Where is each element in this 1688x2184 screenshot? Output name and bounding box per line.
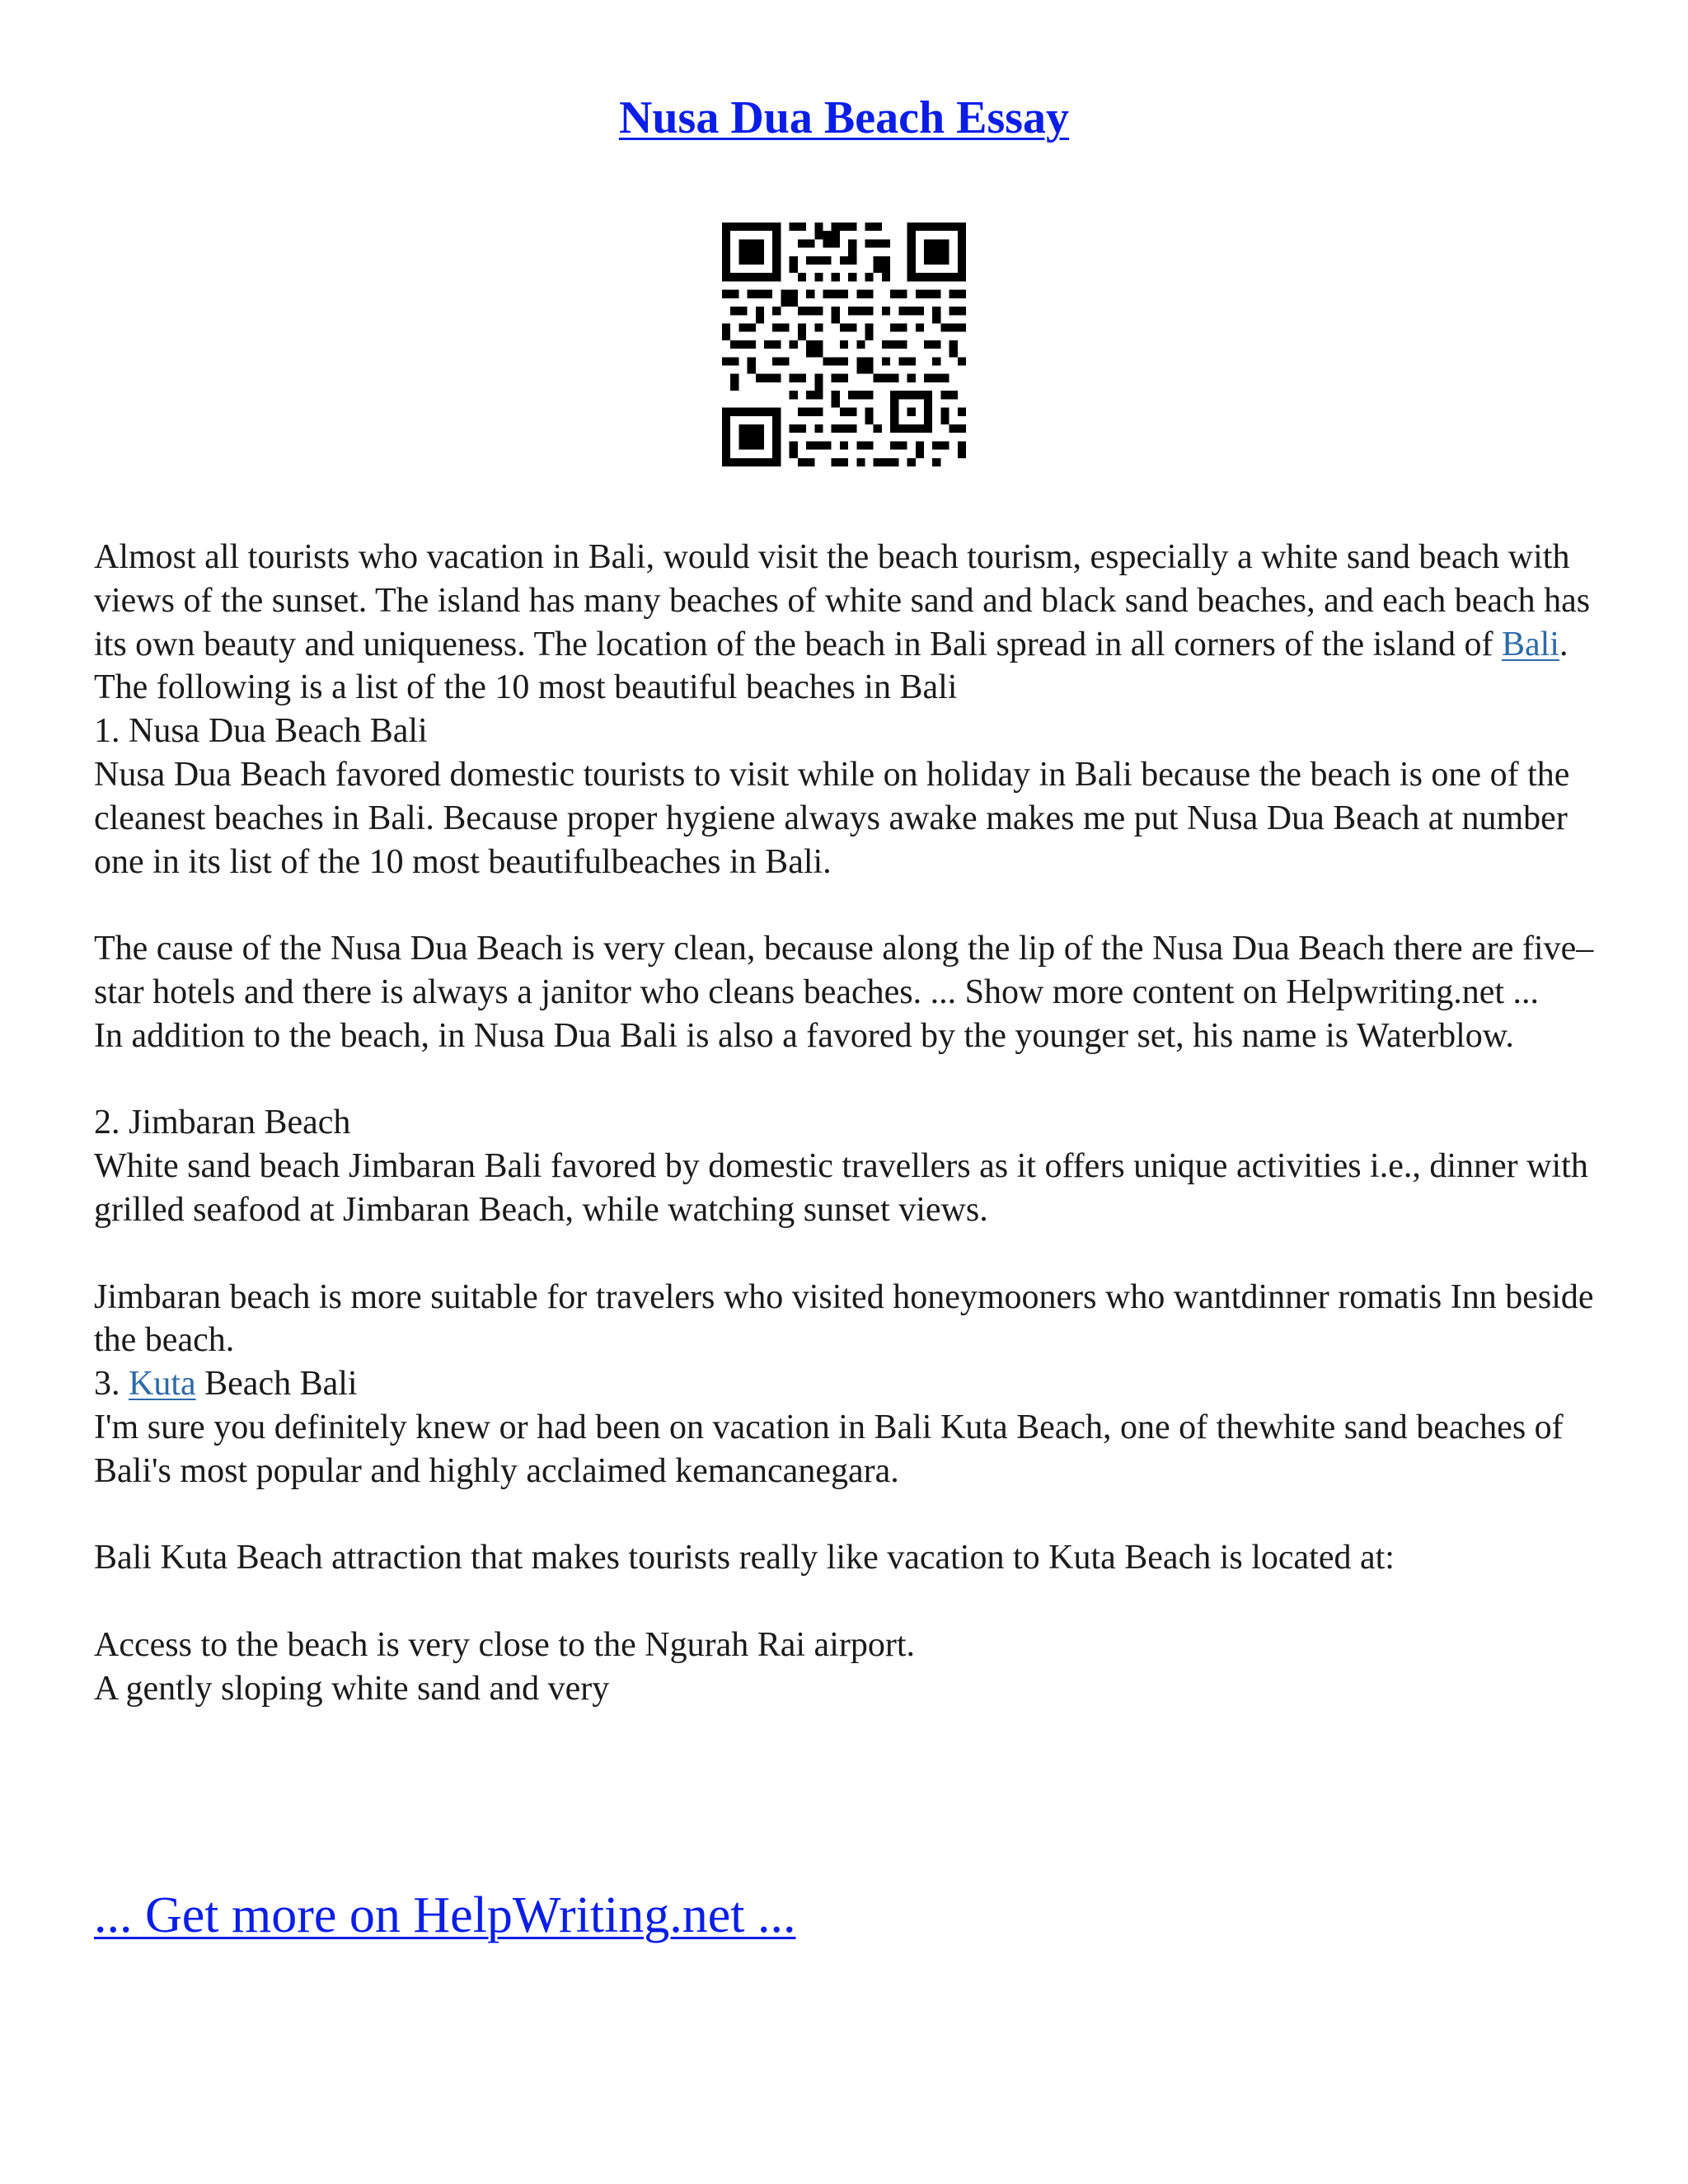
item2-paragraph-1: White sand beach Jimbaran Bali favored by domestic travellers as it offers unique activities i.e., dinner with grilled seafood at Jimbaran Beach, while watching sunset views.: [94, 1147, 1588, 1229]
qr-code-icon: [722, 223, 966, 466]
intro-text: Almost all tourists who vacation in Bali, would visit the beach tourism, especially a white sand beach with views of the sunset. The island has many beaches of white sand and black sand beaches, and each beach has its own beauty and uniqueness. The location of the beach in Bali spread in all corners of the island of: [94, 538, 1591, 663]
item3-paragraph-1: I'm sure you definitely knew or had been on vacation in Bali Kuta Beach, one of thewhite sand beaches of Bali's most popular and highly acclaimed kemancanegara.: [94, 1408, 1564, 1490]
page-title: [0, 89, 1688, 147]
item3-paragraph-4: A gently sloping white sand and very: [94, 1669, 610, 1708]
item2-heading: 2. Jimbaran Beach: [94, 1104, 351, 1142]
item2-paragraph-2: Jimbaran beach is more suitable for travelers who visited honeymooners who wantdinner romatis Inn beside the beach.: [94, 1277, 1594, 1360]
bali-link[interactable]: Bali: [1501, 625, 1559, 663]
essay-body: [94, 536, 1594, 1711]
item3-heading-suffix: Beach Bali: [195, 1365, 358, 1404]
title-link[interactable]: Nusa Dua Beach Essay: [618, 92, 1070, 143]
list-intro: The following is a list of the 10 most beautiful beaches in Bali: [94, 668, 958, 707]
item1-paragraph-3: In addition to the beach, in Nusa Dua Bali is also a favored by the younger set, his name is Waterblow.: [94, 1016, 1514, 1055]
item3-heading-prefix: 3.: [94, 1365, 129, 1404]
item1-paragraph-1: Nusa Dua Beach favored domestic tourists to visit while on holiday in Bali because the beach is one of the cleanest beaches in Bali. Because proper hygiene always awake makes me put Nusa Dua Beach at number one in its list of the 10 most beautifulbeaches in Bali.: [94, 755, 1570, 881]
intro-paragraph: [94, 536, 1594, 666]
item3-paragraph-2: Bali Kuta Beach attraction that makes tourists really like vacation to Kuta Beach is located at:: [94, 1539, 1395, 1577]
get-more-link[interactable]: ... Get more on HelpWriting.net ...: [94, 1887, 796, 1943]
item1-paragraph-2: The cause of the Nusa Dua Beach is very clean, because along the lip of the Nusa Dua Beach there are five–star hotels and there is always a janitor who cleans beaches. ... Show more content on Helpwriting.net ...: [94, 930, 1594, 1011]
intro-end: .: [1559, 625, 1568, 663]
item1-heading: 1. Nusa Dua Beach Bali: [94, 712, 428, 751]
item3-heading: [94, 1362, 1594, 1406]
get-more-section: [94, 1884, 796, 1947]
kuta-link[interactable]: Kuta: [129, 1365, 196, 1404]
item3-paragraph-3: Access to the beach is very close to the Ngurah Rai airport.: [94, 1625, 916, 1664]
